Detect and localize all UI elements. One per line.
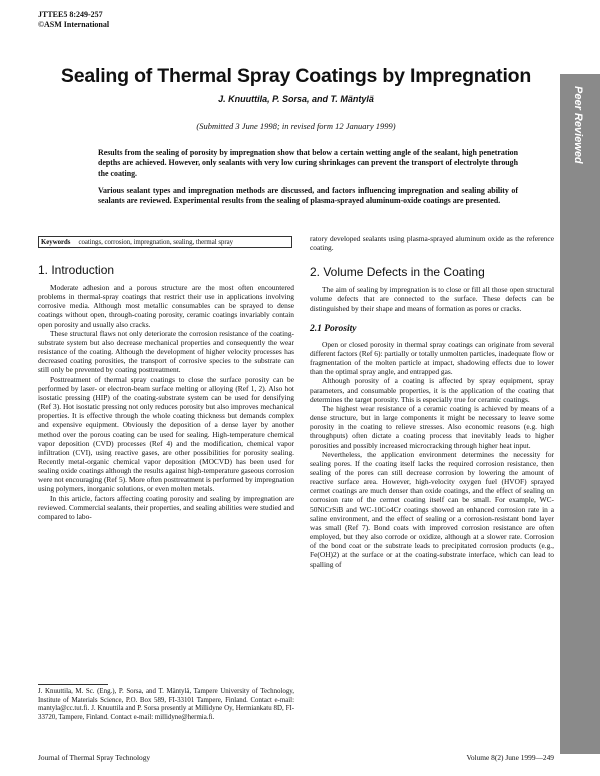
footnote-rule: [38, 684, 108, 685]
journal-reference: JTTEE5 8:249-257: [38, 10, 103, 19]
copyright-notice: ©ASM International: [38, 20, 110, 29]
continuation-text: ratory developed sealants using plasma-sprayed aluminum oxide as the reference coating.: [310, 234, 554, 253]
keywords-label: Keywords: [41, 239, 71, 246]
section-2-paragraph: Nevertheless, the application environment determines the necessity for sealing pores. If the coating itself lacks the required corrosion resistance, then sealing of the pores can still decrease corrosion by lowering the amount of reactive surface area. However, high-velocity oxygen fuel (HVOF) sprayed cermet coatings are much denser than oxide coatings, and the effect of sealing on corrosion rate of the cermet coating itself can be small. For example, WC-50NiCrSiB and WC-10Co4Cr coatings showed an enhanced corrosion rate in a saline environment, and the effect of sealing or a corrosion-resistant bond layer was small (Ref 7). Bond coats with improved corrosion resistance are often employed, but they also corrode or oxidize, although at a slower rate. Corrosion of the bond coat or the substrate leads to precipitated corrosion products (e.g., Fe(OH)2) at the surface or at the coating-substrate interface, which can lead to spalling of: [310, 449, 554, 569]
peer-reviewed-band: [560, 74, 600, 754]
paper-authors: J. Knuuttila, P. Sorsa, and T. Mäntylä: [218, 94, 374, 104]
right-column: [310, 234, 554, 569]
section-2-intro: The aim of sealing by impregnation is to close or fill all those open structural volume defects that are connected to the surface. These defects can be distinguished by their shape and means of formation as pores or cracks.: [310, 285, 554, 313]
section-1-paragraph: In this article, factors affecting coating porosity and sealing by impregnation are reviewed. Commercial sealants, their properties, and sealing abilities were studied and compared to labo-: [38, 493, 294, 521]
subsection-2-1-heading: 2.1 Porosity: [310, 323, 357, 334]
submission-dates: (Submitted 3 June 1998; in revised form 12 January 1999): [196, 121, 396, 131]
abstract-paragraph-1: Results from the sealing of porosity by impregnation show that below a certain wetting angle of the sealant, high penetration depths are achieved. However, only sealants with very low curing shrinkages can prevent the transport of electrolyte through the coating.: [98, 148, 518, 178]
keywords-value: coatings, corrosion, impregnation, sealing, thermal spray: [78, 239, 234, 246]
footer-journal-name: Journal of Thermal Spray Technology: [38, 753, 151, 762]
section-1-heading: 1. Introduction: [38, 263, 115, 277]
peer-reviewed-label: Peer Reviewed: [572, 86, 584, 164]
section-2-paragraph: The highest wear resistance of a ceramic coating is achieved by means of a dense structure, but in large components it might be necessary to leave some porosity in the coating to relieve stresses. Also economic reasons (e.g. high throughputs) often dictate a coating process that inevitably leads to higher porosities and possibly increased microcracking through higher heat input.: [310, 403, 554, 450]
journal-header: [38, 10, 109, 30]
footer-volume-page: Volume 8(2) June 1999—249: [466, 753, 554, 762]
section-1-paragraph: Posttreatment of thermal spray coatings to close the surface porosity can be performed by laser- or electron-beam surface melting or alloying (Ref 1, 2). Also hot isostatic pressing (HIP) of the coating-substrate system can be used for densifying (Ref 3). Hot isostatic pressing not only reduces porosity but also improves mechanical properties. It is effective through the whole coating thickness but demands complex and expensive equipment. Obviously the deposition of a dense layer by another method over the porous coating can be used for sealing. High-temperature chemical vapor deposition (CVD) processes (Ref 4) and the modification, chemical vapor infiltration (CVI), using reactive gases, are other possibilities for porosity sealing. Recently metal-organic chemical vapor deposition (MOCVD) has been used for sealing oxide coatings although the results against high-temperature gaseous corrosion were not encouraging (Ref 5). More often posttreatment is performed by impregnation using polymers, inorganic solutions, or even molten metals.: [38, 374, 294, 494]
section-2-paragraph: Although porosity of a coating is affected by spray equipment, spray parameters, and consumable properties, it is the application of the coating that determines the target porosity. This is especially true for ceramic coatings.: [310, 376, 554, 404]
paper-title: Sealing of Thermal Spray Coatings by Impregnation: [60, 65, 532, 87]
section-1-paragraph: These structural flaws not only deteriorate the corrosion resistance of the coating-substrate system but also decrease mechanical properties and consequently the wear resistance of the coating. Although the development of higher velocity processes has decreased coating porosities, the transport of corrosive species to the substrate can still only be prevented by coating posttreatment.: [38, 328, 294, 375]
section-2-heading: 2. Volume Defects in the Coating: [310, 265, 485, 280]
abstract-paragraph-2: Various sealant types and impregnation methods are discussed, and factors influencing impregnation and sealing ability of sealants are reviewed. Experimental results from the sealing of plasma-sprayed aluminum-oxide coatings are presented.: [98, 186, 518, 206]
left-column: [38, 262, 294, 521]
author-affiliation-footnote: J. Knuuttila, M. Sc. (Eng.), P. Sorsa, and T. Mäntylä, Tampere University of Technology, Institute of Materials Science, P.O. Box 589, FI-33101 Tampere, Finland. Contact e-mail: mantyla@cc.tut.fi. J. Knuuttila and P. Sorsa presently at Millidyne Oy, Hermiankatu 8D, FI-33720, Tampere, Finland. Contact e-mail: millidyne@hermia.fi.: [38, 688, 294, 721]
section-2-paragraph: Open or closed porosity in thermal spray coatings can originate from several different factors (Ref 6): partially or totally unmolten particles, inadequate flow or fragmentation of the molten particle at impact, shadowing effects due to lower than the optimal spray angle, and entrapped gas.: [310, 339, 554, 377]
keywords-box: [38, 236, 292, 248]
section-1-paragraph: Moderate adhesion and a porous structure are the most often encountered problems in thermal-spray coatings that restrict their use in applications involving corrosive media. Although most metallic consumables can be sprayed to dense coatings without open, through-coating porosity, ceramic coatings invariably contain open porosity and usually also cracks.: [38, 283, 294, 329]
